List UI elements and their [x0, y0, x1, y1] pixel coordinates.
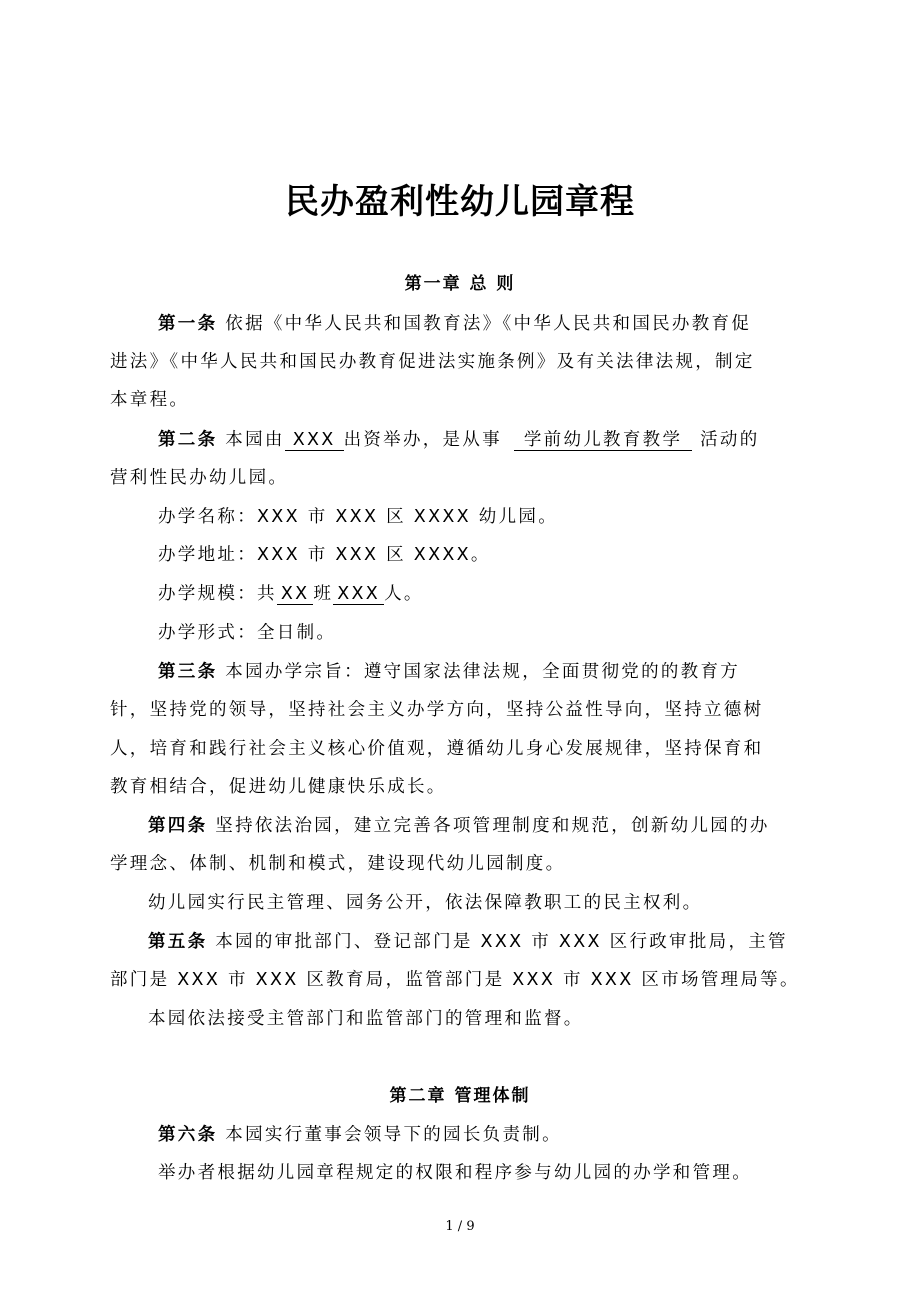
article-1-label: 第一条 — [158, 314, 218, 334]
article-1-text: 依据《中华人民共和国教育法》《中华人民共和国民办教育促 — [225, 314, 752, 334]
school-address-line: 办学地址：XXX 市 XXX 区 XXXX。 — [158, 545, 491, 565]
classes-blank: XX — [277, 584, 314, 605]
funder-blank: XXX — [285, 430, 344, 451]
page-number: 1 / 9 — [445, 1219, 475, 1234]
activity-blank: 学前幼儿教育教学 — [514, 430, 692, 451]
article-6-text: 本园实行董事会领导下的园长负责制。 — [225, 1125, 562, 1145]
article-2-line-1 — [158, 427, 760, 453]
article-1-line-2: 进法》《中华人民共和国民办教育促进法实施条例》及有关法律法规，制定 — [110, 352, 755, 372]
article-6-label: 第六条 — [158, 1125, 218, 1145]
scale-text-c: 人。 — [384, 584, 424, 604]
article-4-line-3: 幼儿园实行民主管理、园务公开，依法保障教职工的民主权利。 — [148, 893, 703, 913]
students-blank: XXX — [333, 584, 384, 605]
article-5-line-3: 本园依法接受主管部门和监管部门的管理和监督。 — [148, 1009, 584, 1029]
article-2-line-2: 营利性民办幼儿园。 — [110, 468, 289, 488]
article-4-label: 第四条 — [148, 816, 208, 836]
chapter-1-heading: 第一章 总 则 — [404, 274, 516, 294]
scale-text-b: 班 — [313, 584, 334, 604]
article-5-label: 第五条 — [148, 932, 208, 952]
article-4-line-2: 学理念、体制、机制和模式，建设现代幼儿园制度。 — [110, 854, 566, 874]
article-2-text-a: 本园由 — [225, 430, 285, 450]
article-1-line-3: 本章程。 — [110, 390, 190, 410]
chapter-2-heading: 第二章 管理体制 — [389, 1086, 531, 1106]
article-2-text-b: 出资举办，是从事 — [343, 430, 502, 450]
article-3-line-4: 教育相结合，促进幼儿健康快乐成长。 — [110, 777, 447, 797]
document-title: 民办盈利性幼儿园章程 — [285, 182, 635, 222]
article-3-line-3: 人，培育和践行社会主义核心价值观，遵循幼儿身心发展规律，坚持保育和 — [110, 739, 764, 759]
article-3-line-1 — [158, 659, 740, 685]
school-form-line: 办学形式：全日制。 — [158, 623, 337, 643]
article-3-text: 本园办学宗旨：遵守国家法律法规，全面贯彻党的的教育方 — [225, 662, 741, 682]
article-3-label: 第三条 — [158, 662, 218, 682]
scale-text-a: 办学规模：共 — [158, 584, 277, 604]
school-name-line: 办学名称：XXX 市 XXX 区 XXXX 幼儿园。 — [158, 507, 558, 527]
article-3-line-2: 针，坚持党的领导，坚持社会主义办学方向，坚持公益性导向，坚持立德树 — [110, 700, 764, 720]
article-6-line-2: 举办者根据幼儿园章程规定的权限和程序参与幼儿园的办学和管理。 — [158, 1163, 752, 1183]
school-scale-line — [158, 581, 424, 607]
article-5-line-2: 部门是 XXX 市 XXX 区教育局，监管部门是 XXX 市 XXX 区市场管理局等。 — [110, 970, 800, 990]
article-4-line-1 — [148, 813, 770, 839]
article-2-label: 第二条 — [158, 430, 218, 450]
article-5-text: 本园的审批部门、登记部门是 XXX 市 XXX 区行政审批局，主管 — [215, 932, 788, 952]
article-5-line-1 — [148, 929, 788, 955]
article-2-text-c: 活动的 — [700, 430, 760, 450]
article-4-text: 坚持依法治园，建立完善各项管理制度和规范，创新幼儿园的办 — [215, 816, 770, 836]
article-6-line-1 — [158, 1122, 562, 1148]
article-1-line-1 — [158, 311, 751, 337]
